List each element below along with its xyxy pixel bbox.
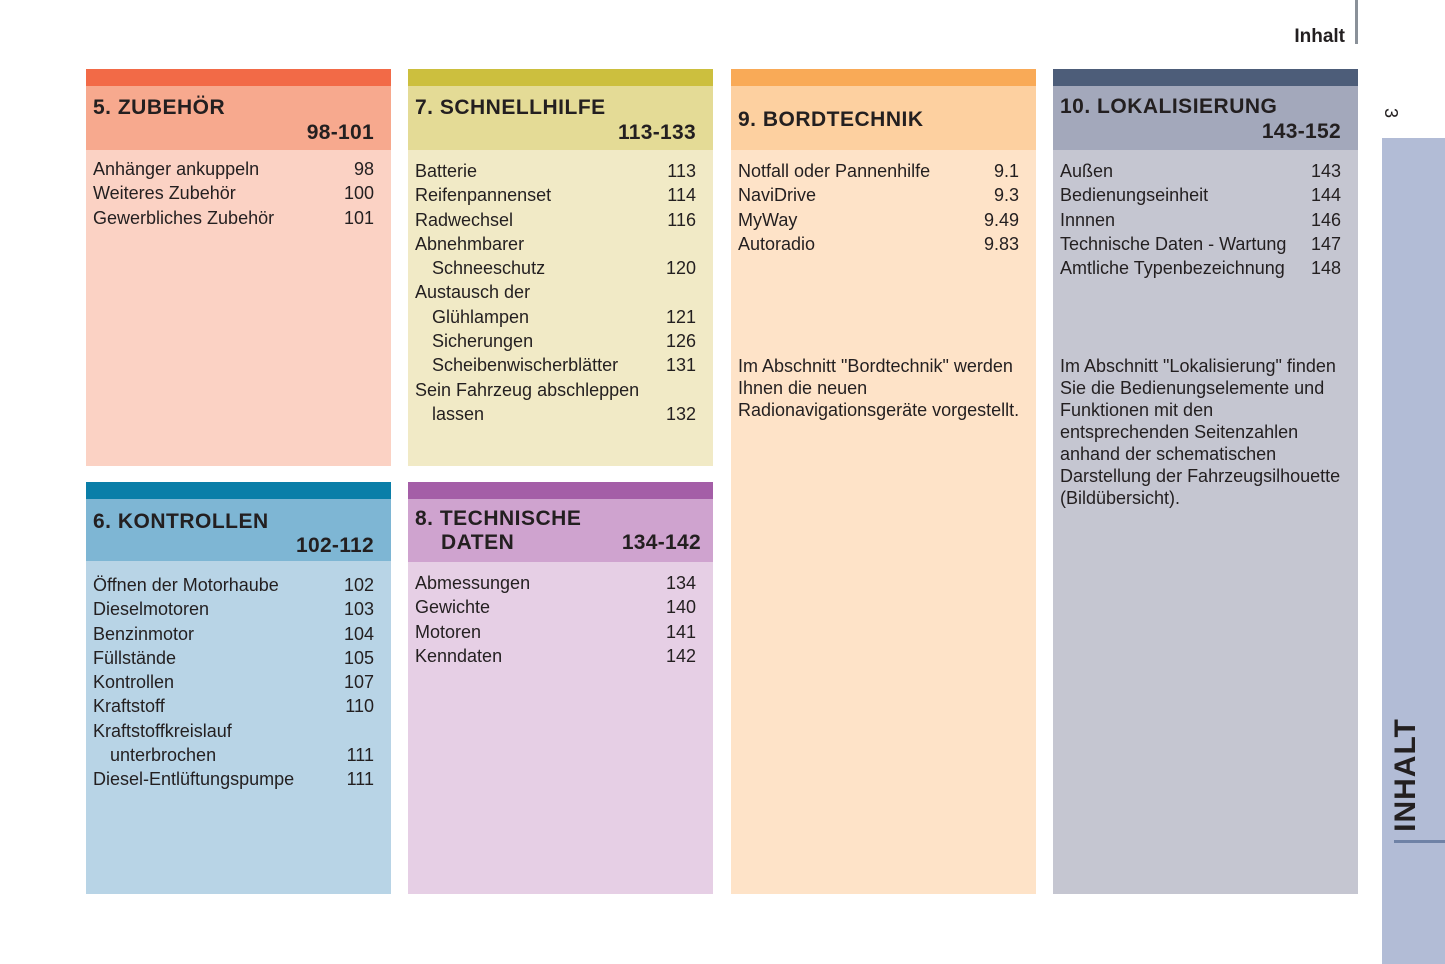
toc-entry-label: Abmessungen bbox=[415, 573, 531, 593]
section-strip bbox=[408, 69, 713, 86]
toc-entry-label: lassen bbox=[432, 403, 485, 424]
toc-entry-page: 100 bbox=[343, 183, 374, 204]
section-body bbox=[86, 561, 391, 894]
toc-entry-label: MyWay bbox=[738, 209, 798, 230]
toc-entry[interactable] bbox=[1060, 232, 1341, 256]
section-header bbox=[1053, 86, 1358, 150]
section-header bbox=[86, 86, 391, 150]
toc-entry-page: 120 bbox=[665, 258, 696, 279]
toc-entry-label: Kontrollen bbox=[93, 672, 175, 693]
section-lokalisierung bbox=[1053, 69, 1358, 894]
entry-list bbox=[93, 573, 374, 792]
toc-entry[interactable] bbox=[415, 256, 696, 280]
section-strip bbox=[86, 69, 391, 86]
toc-entry-page: 126 bbox=[665, 331, 696, 352]
toc-entry-label: Bedienungseinheit bbox=[1060, 185, 1209, 206]
section-title-line-2: DATEN bbox=[441, 531, 515, 554]
toc-entry-label: Abnehmbarer bbox=[415, 233, 525, 254]
toc-entry[interactable] bbox=[93, 646, 374, 670]
toc-entry-page: 102 bbox=[343, 575, 374, 595]
toc-entry-page: 142 bbox=[665, 645, 696, 666]
toc-entry[interactable] bbox=[415, 644, 696, 668]
toc-entry-label: Benzinmotor bbox=[93, 623, 195, 644]
section-description: Im Abschnitt "Lokalisierung" finden Sie die Bedienungselemente und Funktionen mit den entsprechenden Seitenzahlen anhand der schematischen Darstellung der Fahrzeugsilhouette (Bildübersicht). bbox=[1060, 356, 1341, 508]
toc-entry-page: 9.83 bbox=[983, 233, 1019, 254]
section-strip bbox=[1053, 69, 1358, 86]
entry-list bbox=[1060, 159, 1341, 280]
toc-entry[interactable] bbox=[415, 353, 696, 377]
section-body bbox=[86, 150, 391, 466]
toc-entry[interactable] bbox=[93, 157, 374, 181]
toc-entry[interactable] bbox=[93, 597, 374, 621]
toc-entry[interactable] bbox=[93, 743, 374, 767]
toc-entry[interactable] bbox=[415, 208, 696, 232]
toc-entry-label: Kenndaten bbox=[415, 645, 503, 666]
section-page-range: 134-142 bbox=[621, 531, 701, 554]
toc-entry-page: 113 bbox=[667, 161, 696, 181]
toc-entry-page: 121 bbox=[665, 306, 696, 327]
section-technische-daten bbox=[408, 482, 713, 894]
section-page-range: 143-152 bbox=[1261, 120, 1341, 143]
toc-entry[interactable] bbox=[415, 305, 696, 329]
section-title: 6. KONTROLLEN bbox=[93, 510, 269, 533]
side-tab-rule bbox=[1394, 840, 1445, 843]
toc-entry[interactable] bbox=[1060, 159, 1341, 183]
toc-entry-page: 140 bbox=[665, 597, 696, 618]
toc-entry[interactable] bbox=[93, 670, 374, 694]
toc-entry-label: Glühlampen bbox=[432, 306, 530, 327]
toc-entry-page: 147 bbox=[1310, 233, 1341, 254]
toc-entry[interactable] bbox=[415, 595, 696, 619]
toc-entry-page: 146 bbox=[1310, 209, 1341, 230]
section-header bbox=[731, 86, 1036, 150]
toc-entry-label: Autoradio bbox=[738, 233, 816, 254]
toc-entry[interactable] bbox=[93, 573, 374, 597]
toc-entry-label: Scheibenwischerblätter bbox=[432, 355, 619, 376]
toc-entry-label: Außen bbox=[1060, 161, 1114, 181]
toc-entry-label: Dieselmotoren bbox=[93, 599, 210, 620]
toc-entry-page: 9.49 bbox=[983, 209, 1019, 230]
toc-entry[interactable] bbox=[1060, 183, 1341, 207]
section-strip bbox=[731, 69, 1036, 86]
toc-entry-label: Öffnen der Motorhaube bbox=[93, 575, 279, 595]
toc-entry-page: 131 bbox=[665, 355, 696, 376]
toc-entry-label: Radwechsel bbox=[415, 209, 514, 230]
toc-entry-label: Reifenpannenset bbox=[415, 185, 552, 206]
section-page-range: 98-101 bbox=[306, 121, 374, 144]
section-body bbox=[408, 150, 713, 466]
toc-entry-label: Weiteres Zubehör bbox=[93, 183, 236, 204]
toc-entry-label: NaviDrive bbox=[738, 185, 817, 206]
page-header-title: Inhalt bbox=[1294, 26, 1345, 47]
toc-entry-label: Batterie bbox=[415, 161, 478, 181]
toc-entry-label: Sein Fahrzeug abschleppen bbox=[415, 379, 640, 400]
toc-entry-label: unterbrochen bbox=[110, 745, 217, 766]
toc-entry-page: 107 bbox=[343, 672, 374, 693]
toc-entry-label: Amtliche Typenbezeichnung bbox=[1060, 258, 1285, 279]
toc-entry-label: Schneeschutz bbox=[432, 258, 546, 279]
section-title: 9. BORDTECHNIK bbox=[738, 108, 924, 131]
toc-entry-page: 144 bbox=[1310, 185, 1341, 206]
toc-entry[interactable] bbox=[415, 329, 696, 353]
toc-entry-page: 9.3 bbox=[993, 185, 1019, 206]
toc-entry-label: Kraftstoff bbox=[93, 696, 165, 717]
toc-entry-page: 116 bbox=[667, 209, 696, 230]
toc-entry[interactable] bbox=[415, 280, 696, 304]
toc-entry[interactable] bbox=[415, 402, 696, 426]
section-header bbox=[86, 499, 391, 561]
toc-entry-label: Füllstände bbox=[93, 647, 177, 668]
section-body bbox=[1053, 150, 1358, 894]
toc-entry[interactable] bbox=[93, 694, 374, 718]
toc-entry-label: Kraftstoffkreislauf bbox=[93, 720, 232, 741]
toc-entry-page: 110 bbox=[345, 696, 374, 717]
toc-entry[interactable] bbox=[738, 183, 1019, 207]
toc-entry[interactable] bbox=[415, 232, 696, 256]
toc-entry-page: 143 bbox=[1310, 161, 1341, 181]
section-title: 7. SCHNELLHILFE bbox=[415, 96, 606, 119]
section-header bbox=[408, 499, 713, 562]
toc-entry-label: Motoren bbox=[415, 621, 482, 642]
toc-entry-page: 114 bbox=[667, 185, 696, 206]
section-title: 10. LOKALISIERUNG bbox=[1060, 95, 1278, 118]
toc-entry-page: 148 bbox=[1310, 258, 1341, 279]
toc-entry-page: 141 bbox=[665, 621, 696, 642]
toc-entry[interactable] bbox=[415, 620, 696, 644]
entry-list bbox=[738, 159, 1019, 256]
section-title: 5. ZUBEHÖR bbox=[93, 96, 226, 119]
section-strip bbox=[408, 482, 713, 499]
section-description: Im Abschnitt "Bordtechnik" werden Ihnen die neuen Radionavigationsgeräte vorgestellt. bbox=[738, 356, 1020, 420]
toc-entry[interactable] bbox=[1060, 208, 1341, 232]
toc-entry[interactable] bbox=[93, 181, 374, 205]
section-page-range: 102-112 bbox=[295, 534, 374, 557]
section-page-range: 113-133 bbox=[617, 121, 696, 144]
toc-entry[interactable] bbox=[738, 159, 1019, 183]
toc-entry[interactable] bbox=[738, 208, 1019, 232]
section-bordtechnik bbox=[731, 69, 1036, 894]
section-header bbox=[408, 86, 713, 150]
toc-entry-page: 101 bbox=[343, 207, 374, 228]
toc-entry-page: 103 bbox=[343, 599, 374, 620]
section-strip bbox=[86, 482, 391, 499]
toc-entry-label: Technische Daten - Wartung bbox=[1060, 233, 1287, 254]
entry-list bbox=[93, 157, 374, 230]
page-number: 3 bbox=[1381, 107, 1401, 118]
toc-entry-page: 134 bbox=[665, 573, 696, 593]
toc-entry-page: 105 bbox=[343, 647, 374, 668]
toc-entry[interactable] bbox=[415, 378, 696, 402]
toc-entry-page: 98 bbox=[353, 159, 374, 179]
toc-entry-label: Gewerbliches Zubehör bbox=[93, 207, 275, 228]
toc-entry-label: Sicherungen bbox=[432, 331, 534, 352]
section-kontrollen bbox=[86, 482, 391, 894]
toc-entry-label: Diesel-Entlüftungspumpe bbox=[93, 769, 295, 790]
section-schnellhilfe bbox=[408, 69, 713, 466]
section-title: 8. TECHNISCHE bbox=[415, 507, 582, 530]
section-zubehoer bbox=[86, 69, 391, 466]
toc-entry[interactable] bbox=[415, 183, 696, 207]
toc-entry[interactable] bbox=[738, 232, 1019, 256]
section-body bbox=[731, 150, 1036, 894]
section-body bbox=[408, 562, 713, 894]
toc-entry[interactable] bbox=[93, 206, 374, 230]
toc-entry-page: 132 bbox=[665, 403, 696, 424]
toc-entry[interactable] bbox=[93, 767, 374, 791]
toc-entry[interactable] bbox=[93, 719, 374, 743]
toc-entry-label: Notfall oder Pannenhilfe bbox=[738, 161, 931, 181]
entry-list bbox=[415, 571, 696, 668]
toc-entry-page: 104 bbox=[343, 623, 374, 644]
toc-entry-page: 111 bbox=[346, 769, 374, 790]
toc-entry-page: 111 bbox=[346, 745, 374, 766]
toc-entry[interactable] bbox=[415, 159, 696, 183]
toc-entry-label: Anhänger ankuppeln bbox=[93, 159, 260, 179]
side-tab-label: INHALT bbox=[1389, 718, 1423, 832]
toc-entry[interactable] bbox=[415, 571, 696, 595]
entry-list bbox=[415, 159, 696, 426]
toc-entry[interactable] bbox=[93, 622, 374, 646]
toc-entry-page: 9.1 bbox=[993, 161, 1019, 181]
toc-entry[interactable] bbox=[1060, 256, 1341, 280]
toc-entry-label: Austausch der bbox=[415, 282, 531, 303]
toc-entry-label: Gewichte bbox=[415, 597, 491, 618]
header-rule bbox=[1355, 0, 1358, 44]
toc-entry-label: Innnen bbox=[1060, 209, 1116, 230]
